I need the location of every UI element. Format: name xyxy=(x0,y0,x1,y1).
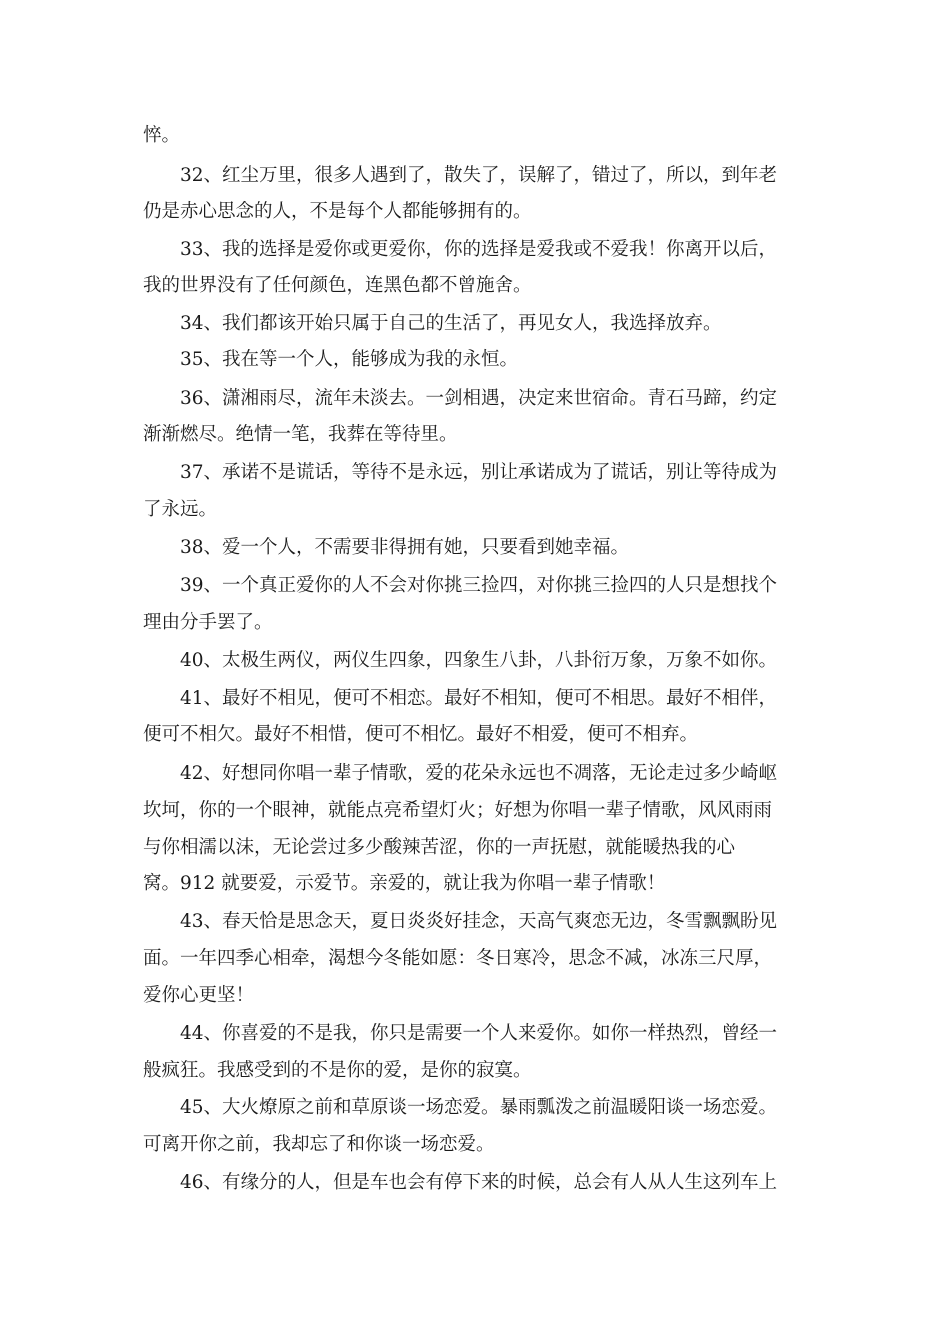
text-line: 41、最好不相见，便可不相恋。最好不相知，便可不相思。最好不相伴， xyxy=(180,688,778,709)
text-line: 理由分手罢了。 xyxy=(143,612,273,633)
text-line: 42、好想同你唱一辈子情歌，爱的花朵永远也不凋落，无论走过多少崎岖 xyxy=(180,763,778,784)
text-line: 渐渐燃尽。绝情一笔，我葬在等待里。 xyxy=(143,424,458,445)
text-line: 仍是赤心思念的人，不是每个人都能够拥有的。 xyxy=(143,201,532,222)
text-line: 35、我在等一个人，能够成为我的永恒。 xyxy=(180,349,519,370)
text-line: 了永远。 xyxy=(143,499,218,520)
text-line: 我的世界没有了任何颜色，连黑色都不曾施舍。 xyxy=(143,275,532,296)
text-line: 36、潇湘雨尽，流年未淡去。一剑相遇，决定来世宿命。青石马蹄，约定 xyxy=(180,388,778,409)
text-line: 坎坷，你的一个眼神，就能点亮希望灯火；好想为你唱一辈子情歌，风风雨雨 xyxy=(143,800,773,821)
text-line: 45、大火燎原之前和草原谈一场恋爱。暴雨瓢泼之前温暖阳谈一场恋爱。 xyxy=(180,1097,778,1118)
text-line: 44、你喜爱的不是我，你只是需要一个人来爱你。如你一样热烈，曾经一 xyxy=(180,1023,778,1044)
text-line: 32、红尘万里，很多人遇到了，散失了，误解了，错过了，所以，到年老 xyxy=(180,165,778,186)
text-line: 43、春天恰是思念天，夏日炎炎好挂念，天高气爽恋无边，冬雪飘飘盼见 xyxy=(180,911,778,932)
text-line: 38、爱一个人，不需要非得拥有她，只要看到她幸福。 xyxy=(180,537,630,558)
text-line: 34、我们都该开始只属于自己的生活了，再见女人，我选择放弃。 xyxy=(180,313,722,334)
text-line: 可离开你之前，我却忘了和你谈一场恋爱。 xyxy=(143,1134,495,1155)
text-line: 便可不相欠。最好不相惜，便可不相忆。最好不相爱，便可不相弃。 xyxy=(143,724,699,745)
text-line: 悴。 xyxy=(143,125,181,146)
text-line: 与你相濡以沫，无论尝过多少酸辣苦涩，你的一声抚慰，就能暖热我的心 xyxy=(143,837,736,858)
text-line: 40、太极生两仪，两仪生四象，四象生八卦，八卦衍万象，万象不如你。 xyxy=(180,650,778,671)
text-line: 37、承诺不是谎话，等待不是永远，别让承诺成为了谎话，别让等待成为 xyxy=(180,462,778,483)
text-line: 面。一年四季心相牵，渴想今冬能如愿：冬日寒冷，思念不减，冰冻三尺厚， xyxy=(143,948,773,969)
text-line: 窝。912 就要爱，示爱节。亲爱的，就让我为你唱一辈子情歌！ xyxy=(143,873,666,894)
text-line: 46、有缘分的人，但是车也会有停下来的时候，总会有人从人生这列车上 xyxy=(180,1172,778,1193)
text-line: 爱你心更坚！ xyxy=(143,985,255,1006)
text-line: 般疯狂。我感受到的不是你的爱，是你的寂寞。 xyxy=(143,1060,532,1081)
text-line: 33、我的选择是爱你或更爱你，你的选择是爱我或不爱我！你离开以后， xyxy=(180,239,778,260)
text-line: 39、一个真正爱你的人不会对你挑三捡四，对你挑三捡四的人只是想找个 xyxy=(180,575,778,596)
